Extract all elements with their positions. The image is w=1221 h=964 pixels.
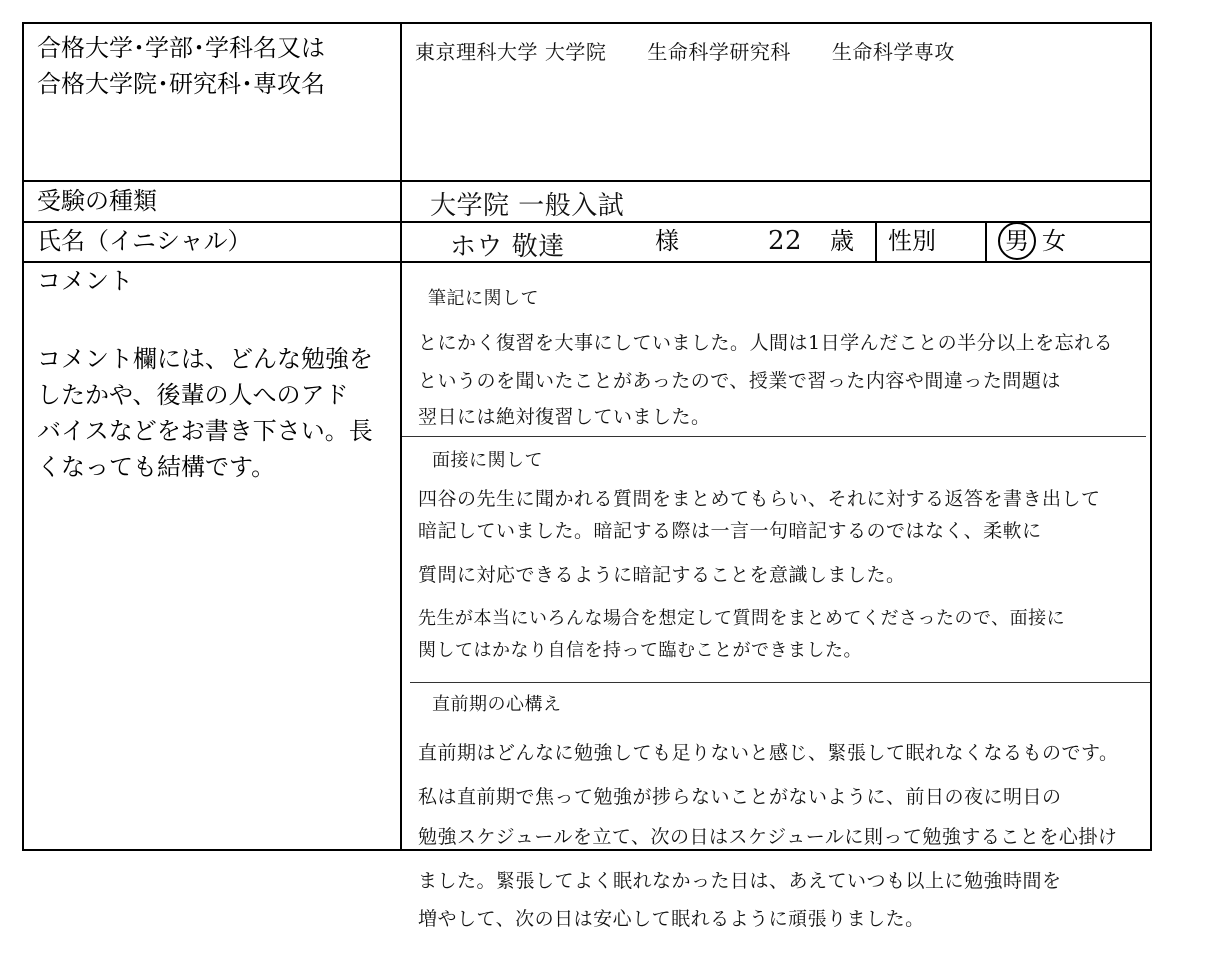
comment-line: 暗記していました。暗記する際は一言一句暗記するのではなく、柔軟に xyxy=(418,520,1042,542)
comment-line: 増やして、次の日は安心して眠れるように頑張りました。 xyxy=(418,908,925,930)
comment-label: コメント xyxy=(37,267,133,295)
comment-help-line2: したかや、後輩の人へのアド xyxy=(37,381,349,409)
comment-help-line1: コメント欄には、どんな勉強を xyxy=(37,345,373,373)
section-heading-interview: 面接に関して xyxy=(432,450,543,471)
comment-help-line3: バイスなどをお書き下さい。長 xyxy=(37,417,373,445)
comment-line: 私は直前期で焦って勉強が捗らないことがないように、前日の夜に明日の xyxy=(418,786,1062,808)
row-divider-3 xyxy=(22,261,1152,263)
comment-line: 直前期はどんなに勉強しても足りないと感じ、緊張して眠れなくなるものです。 xyxy=(418,742,1119,764)
name-label: 氏名（イニシャル） xyxy=(37,227,252,255)
comment-line: というのを聞いたことがあったので、授業で習った内容や間違った問題は xyxy=(418,370,1061,392)
row-divider-1 xyxy=(22,180,1152,182)
name-value: ホウ 敬達 xyxy=(450,232,565,262)
section-separator xyxy=(410,682,1150,683)
university-label-line1: 合格大学･学部･学科名又は xyxy=(37,34,325,62)
comment-line: 先生が本当にいろんな場合を想定して質問をまとめてくださったので、面接に xyxy=(418,608,1066,629)
gender-divider-1 xyxy=(875,221,877,261)
comment-line: ました。緊張してよく眠れなかった日は、あえていつも以上に勉強時間を xyxy=(418,870,1062,892)
comment-line: 翌日には絶対復習していました。 xyxy=(418,406,711,428)
comment-line: 質問に対応できるように暗記することを意識しました。 xyxy=(418,564,906,586)
university-label-line2: 合格大学院･研究科･専攻名 xyxy=(37,70,325,98)
gender-divider-2 xyxy=(985,221,987,261)
section-heading-written-exam: 筆記に関して xyxy=(428,288,539,309)
age-value: 22 xyxy=(768,226,803,256)
age-unit: 歳 xyxy=(830,227,854,255)
section-heading-final-period: 直前期の心構え xyxy=(432,694,562,715)
section-separator xyxy=(402,436,1146,437)
comment-line: とにかく復習を大事にしていました。人間は1日学んだことの半分以上を忘れる xyxy=(418,332,1114,354)
exam-type-value: 大学院 一般入試 xyxy=(430,191,625,221)
gender-male: 男 xyxy=(1005,227,1029,255)
comment-help-line4: くなっても結構です。 xyxy=(37,453,276,481)
comment-line: 関してはかなり自信を持って臨むことができました。 xyxy=(418,640,862,661)
gender-label: 性別 xyxy=(888,227,936,255)
gender-female: 女 xyxy=(1042,227,1066,255)
comment-line: 勉強スケジュールを立て、次の日はスケジュールに則って勉強することを心掛け xyxy=(418,826,1118,848)
honorific: 様 xyxy=(655,227,679,255)
exam-type-label: 受験の種類 xyxy=(37,187,157,215)
university-value: 東京理科大学 大学院 生命科学研究科 生命科学専攻 xyxy=(415,40,955,64)
comment-line: 四谷の先生に聞かれる質問をまとめてもらい、それに対する返答を書き出して xyxy=(418,488,1101,510)
